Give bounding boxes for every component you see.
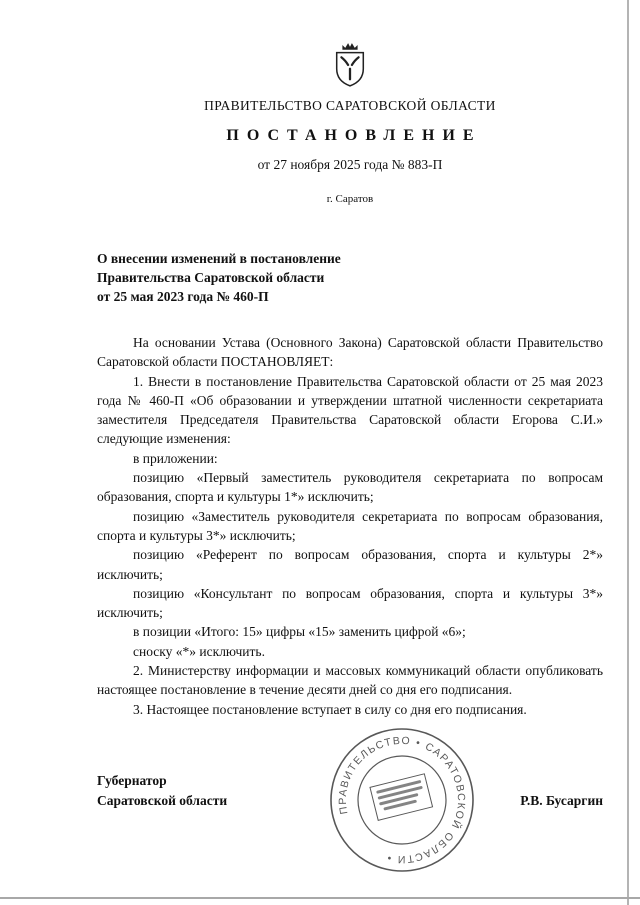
document-city: г. Саратов	[326, 193, 374, 205]
document-date-number: от 27 ноября 2025 года № 883-П	[257, 157, 443, 172]
signature-position-line-2: Саратовской области	[97, 792, 228, 808]
signature-position-line-1: Губернатор	[97, 772, 167, 788]
body-paragraph: 3. Настоящее постановление вступает в силу со дня его подписания.	[133, 701, 527, 717]
stamp-ring-text: ПРАВИТЕЛЬСТВО • САРАТОВСКОЙ ОБЛАСТИ •	[336, 734, 468, 866]
body-paragraph: На основании Устава (Основного Закона) Саратовской области Правительство Саратовской области ПОСТАНОВЛЯЕТ:	[97, 335, 603, 370]
body-paragraph: позицию «Консультант по вопросам образования, спорта и культуры 3*» исключить;	[97, 585, 603, 621]
document-body	[97, 333, 603, 719]
subject-heading	[97, 249, 603, 306]
body-paragraph: в позиции «Итого: 15» цифры «15» заменить цифрой «6»;	[133, 624, 466, 640]
coat-of-arms-icon	[331, 40, 369, 88]
body-paragraph: 2. Министерству информации и массовых коммуникаций области опубликовать настоящее постановление в течение десяти дней со дня его подписания.	[97, 663, 603, 698]
body-paragraph: 1. Внести в постановление Правительства Саратовской области от 25 мая 2023 года № 460-П «Об образовании и утверждении штатной численности секретариата заместителя Председателя Правительства Саратовской области Егорова С.И.» следующие изменения:	[97, 373, 603, 447]
body-paragraph: позицию «Первый заместитель руководителя секретариата по вопросам образования, спорта и культуры 1*» исключить;	[97, 470, 603, 505]
subject-line-3: от 25 мая 2023 года № 460-П	[97, 289, 269, 304]
signature-block	[97, 771, 603, 811]
document-type-title: ПОСТАНОВЛЕНИЕ	[226, 127, 482, 144]
signature-name: Р.В. Бусаргин	[520, 792, 603, 808]
scan-edge-right	[627, 0, 629, 905]
document-header	[97, 40, 603, 205]
subject-line-2: Правительства Саратовской области	[97, 270, 325, 285]
scan-edge-bottom	[0, 897, 640, 899]
organization-name: ПРАВИТЕЛЬСТВО САРАТОВСКОЙ ОБЛАСТИ	[204, 98, 496, 113]
subject-line-1: О внесении изменений в постановление	[97, 251, 341, 266]
body-paragraph: позицию «Заместитель руководителя секретариата по вопросам образования, спорта и культуры 3*» исключить;	[97, 508, 603, 543]
body-paragraph: сноску «*» исключить.	[133, 643, 265, 659]
signature-position	[97, 771, 227, 811]
body-paragraph: позицию «Референт по вопросам образования, спорта и культуры 2*» исключить;	[97, 547, 603, 582]
body-paragraph: в приложении:	[133, 450, 218, 466]
